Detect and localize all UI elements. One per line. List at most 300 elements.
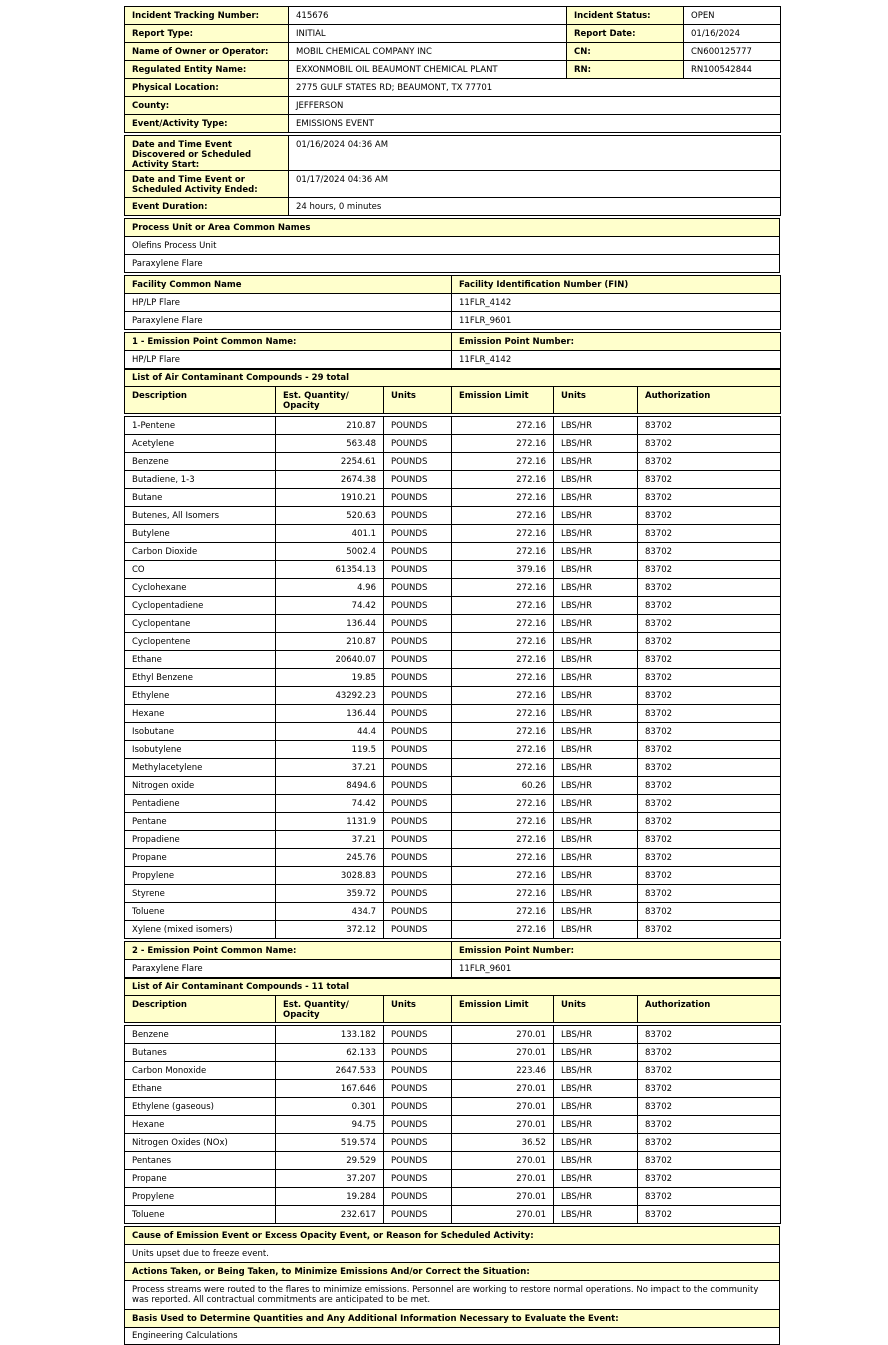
compound-authorization: 83702 — [638, 543, 781, 561]
compound-quantity: 2674.38 — [276, 471, 384, 489]
compound-authorization: 83702 — [638, 579, 781, 597]
compound-description: Isobutane — [125, 723, 276, 741]
report-date-label: Report Date: — [567, 25, 684, 43]
compound-row — [125, 777, 781, 795]
actions-label: Actions Taken, or Being Taken, to Minimize Emissions And/or Correct the Situation: — [125, 1263, 780, 1281]
compound-row — [125, 669, 781, 687]
compound-row — [125, 741, 781, 759]
compound-row — [125, 1098, 781, 1116]
col-quantity-header: Est. Quantity/ Opacity — [276, 996, 384, 1023]
incident-status-label: Incident Status: — [567, 7, 684, 25]
compound-quantity: 19.85 — [276, 669, 384, 687]
compound-description: Styrene — [125, 885, 276, 903]
emission-point-number-label: Emission Point Number: — [452, 333, 781, 351]
compound-limit-units: LBS/HR — [554, 1206, 638, 1224]
compound-description: Nitrogen Oxides (NOx) — [125, 1134, 276, 1152]
rn-label: RN: — [567, 61, 684, 79]
compound-limit-units: LBS/HR — [554, 1044, 638, 1062]
compound-row — [125, 507, 781, 525]
compound-units: POUNDS — [384, 651, 452, 669]
compound-quantity: 62.133 — [276, 1044, 384, 1062]
compound-row — [125, 489, 781, 507]
compound-authorization: 83702 — [638, 921, 781, 939]
compound-limit-units: LBS/HR — [554, 507, 638, 525]
compound-row — [125, 1026, 781, 1044]
compound-units: POUNDS — [384, 795, 452, 813]
facility-fin: 11FLR_4142 — [452, 294, 781, 312]
compound-quantity: 43292.23 — [276, 687, 384, 705]
compound-units: POUNDS — [384, 1152, 452, 1170]
compound-quantity: 232.617 — [276, 1206, 384, 1224]
compound-authorization: 83702 — [638, 597, 781, 615]
facilities-table — [124, 275, 781, 332]
compound-authorization: 83702 — [638, 1188, 781, 1206]
compound-limit-units: LBS/HR — [554, 489, 638, 507]
compound-quantity: 245.76 — [276, 849, 384, 867]
compound-row — [125, 471, 781, 489]
compound-row — [125, 543, 781, 561]
compound-units: POUNDS — [384, 867, 452, 885]
compound-limit-units: LBS/HR — [554, 867, 638, 885]
compound-description: Propylene — [125, 867, 276, 885]
compound-quantity: 29.529 — [276, 1152, 384, 1170]
compound-authorization: 83702 — [638, 1026, 781, 1044]
compound-limit-units: LBS/HR — [554, 453, 638, 471]
compound-units: POUNDS — [384, 489, 452, 507]
compound-emission-limit: 272.16 — [452, 651, 554, 669]
emission-point-number: 11FLR_9601 — [452, 960, 781, 978]
owner-label: Name of Owner or Operator: — [125, 43, 289, 61]
compound-limit-units: LBS/HR — [554, 669, 638, 687]
compound-limit-units: LBS/HR — [554, 813, 638, 831]
compound-description: Toluene — [125, 903, 276, 921]
process-unit-item: Olefins Process Unit — [125, 237, 780, 255]
compound-authorization: 83702 — [638, 849, 781, 867]
col-limit-units-header: Units — [554, 387, 638, 414]
compound-quantity: 2254.61 — [276, 453, 384, 471]
cn-value: CN600125777 — [684, 43, 781, 61]
compound-description: Ethane — [125, 651, 276, 669]
compound-row — [125, 525, 781, 543]
compound-authorization: 83702 — [638, 723, 781, 741]
compound-emission-limit: 272.16 — [452, 723, 554, 741]
compound-units: POUNDS — [384, 543, 452, 561]
compound-authorization: 83702 — [638, 615, 781, 633]
compound-units: POUNDS — [384, 1080, 452, 1098]
compound-quantity: 61354.13 — [276, 561, 384, 579]
compound-units: POUNDS — [384, 1206, 452, 1224]
compound-row — [125, 1152, 781, 1170]
compound-quantity: 210.87 — [276, 417, 384, 435]
compound-quantity: 37.21 — [276, 831, 384, 849]
col-limit-header: Emission Limit — [452, 387, 554, 414]
compound-limit-units: LBS/HR — [554, 1152, 638, 1170]
compound-emission-limit: 223.46 — [452, 1062, 554, 1080]
compound-limit-units: LBS/HR — [554, 1170, 638, 1188]
col-units-header: Units — [384, 387, 452, 414]
compound-units: POUNDS — [384, 1170, 452, 1188]
compound-emission-limit: 270.01 — [452, 1080, 554, 1098]
compound-row — [125, 705, 781, 723]
compound-limit-units: LBS/HR — [554, 921, 638, 939]
compound-units: POUNDS — [384, 849, 452, 867]
compound-emission-limit: 272.16 — [452, 759, 554, 777]
col-authorization-header: Authorization — [638, 996, 781, 1023]
compound-emission-limit: 272.16 — [452, 903, 554, 921]
event-type-value: EMISSIONS EVENT — [289, 115, 781, 133]
compound-emission-limit: 270.01 — [452, 1188, 554, 1206]
compound-limit-units: LBS/HR — [554, 759, 638, 777]
basis-value: Engineering Calculations — [125, 1328, 780, 1345]
col-description-header: Description — [125, 996, 276, 1023]
report-date-value: 01/16/2024 — [684, 25, 781, 43]
compound-units: POUNDS — [384, 615, 452, 633]
compound-description: Hexane — [125, 705, 276, 723]
compound-description: Cyclohexane — [125, 579, 276, 597]
compound-emission-limit: 272.16 — [452, 543, 554, 561]
compound-limit-units: LBS/HR — [554, 903, 638, 921]
compound-description: Carbon Monoxide — [125, 1062, 276, 1080]
compound-limit-units: LBS/HR — [554, 525, 638, 543]
compound-limit-units: LBS/HR — [554, 777, 638, 795]
compound-row — [125, 453, 781, 471]
compound-quantity: 37.21 — [276, 759, 384, 777]
compound-authorization: 83702 — [638, 795, 781, 813]
incident-status-value: OPEN — [684, 7, 781, 25]
report-type-value: INITIAL — [289, 25, 567, 43]
compound-limit-units: LBS/HR — [554, 417, 638, 435]
compound-emission-limit: 272.16 — [452, 795, 554, 813]
compound-units: POUNDS — [384, 669, 452, 687]
compound-row — [125, 1206, 781, 1224]
compound-authorization: 83702 — [638, 471, 781, 489]
compound-emission-limit: 272.16 — [452, 633, 554, 651]
compound-emission-limit: 272.16 — [452, 831, 554, 849]
compound-row — [125, 1062, 781, 1080]
compound-units: POUNDS — [384, 435, 452, 453]
compound-emission-limit: 272.16 — [452, 705, 554, 723]
compound-description: Cyclopentane — [125, 615, 276, 633]
compound-units: POUNDS — [384, 1098, 452, 1116]
compound-authorization: 83702 — [638, 453, 781, 471]
compound-units: POUNDS — [384, 813, 452, 831]
compound-emission-limit: 270.01 — [452, 1116, 554, 1134]
compound-limit-units: LBS/HR — [554, 1134, 638, 1152]
compound-limit-units: LBS/HR — [554, 1062, 638, 1080]
compound-quantity: 2647.533 — [276, 1062, 384, 1080]
compound-quantity: 3028.83 — [276, 867, 384, 885]
compound-quantity: 133.182 — [276, 1026, 384, 1044]
compound-emission-limit: 272.16 — [452, 453, 554, 471]
physical-location-label: Physical Location: — [125, 79, 289, 97]
compound-authorization: 83702 — [638, 813, 781, 831]
compound-authorization: 83702 — [638, 417, 781, 435]
compound-units: POUNDS — [384, 1188, 452, 1206]
compound-authorization: 83702 — [638, 507, 781, 525]
compound-emission-limit: 272.16 — [452, 417, 554, 435]
compound-row — [125, 615, 781, 633]
compounds-list-title: List of Air Contaminant Compounds - 29 total — [125, 370, 781, 387]
compound-authorization: 83702 — [638, 669, 781, 687]
compound-quantity: 20640.07 — [276, 651, 384, 669]
compound-row — [125, 759, 781, 777]
compound-emission-limit: 272.16 — [452, 849, 554, 867]
compound-units: POUNDS — [384, 579, 452, 597]
compound-units: POUNDS — [384, 471, 452, 489]
compound-description: Propadiene — [125, 831, 276, 849]
compound-description: Pentanes — [125, 1152, 276, 1170]
compound-row — [125, 921, 781, 939]
compound-quantity: 167.646 — [276, 1080, 384, 1098]
compound-description: Acetylene — [125, 435, 276, 453]
compound-units: POUNDS — [384, 759, 452, 777]
emission-point-name-label: 2 - Emission Point Common Name: — [125, 942, 452, 960]
regulated-entity-label: Regulated Entity Name: — [125, 61, 289, 79]
compound-description: Butane — [125, 489, 276, 507]
compound-units: POUNDS — [384, 1062, 452, 1080]
compound-quantity: 401.1 — [276, 525, 384, 543]
compound-quantity: 210.87 — [276, 633, 384, 651]
compound-limit-units: LBS/HR — [554, 435, 638, 453]
regulated-entity-value: EXXONMOBIL OIL BEAUMONT CHEMICAL PLANT — [289, 61, 567, 79]
compound-description: Butenes, All Isomers — [125, 507, 276, 525]
compound-quantity: 372.12 — [276, 921, 384, 939]
event-end-value: 01/17/2024 04:36 AM — [289, 171, 781, 198]
col-units-header: Units — [384, 996, 452, 1023]
compound-limit-units: LBS/HR — [554, 741, 638, 759]
compounds-table-1 — [124, 369, 781, 939]
emission-point-2-header — [124, 941, 781, 978]
compound-emission-limit: 270.01 — [452, 1026, 554, 1044]
compound-description: Pentane — [125, 813, 276, 831]
compound-row — [125, 831, 781, 849]
compound-authorization: 83702 — [638, 1206, 781, 1224]
compound-row — [125, 417, 781, 435]
compound-units: POUNDS — [384, 1134, 452, 1152]
county-value: JEFFERSON — [289, 97, 781, 115]
compound-units: POUNDS — [384, 597, 452, 615]
compound-authorization: 83702 — [638, 705, 781, 723]
compound-units: POUNDS — [384, 561, 452, 579]
compound-limit-units: LBS/HR — [554, 831, 638, 849]
compound-description: Cyclopentene — [125, 633, 276, 651]
compound-description: Methylacetylene — [125, 759, 276, 777]
compound-quantity: 44.4 — [276, 723, 384, 741]
emission-point-name-label: 1 - Emission Point Common Name: — [125, 333, 452, 351]
tracking-number-label: Incident Tracking Number: — [125, 7, 289, 25]
compound-units: POUNDS — [384, 1044, 452, 1062]
compound-authorization: 83702 — [638, 885, 781, 903]
compound-authorization: 83702 — [638, 759, 781, 777]
compound-authorization: 83702 — [638, 777, 781, 795]
compound-units: POUNDS — [384, 507, 452, 525]
compound-description: Pentadiene — [125, 795, 276, 813]
compound-description: CO — [125, 561, 276, 579]
compound-limit-units: LBS/HR — [554, 849, 638, 867]
process-units-title: Process Unit or Area Common Names — [125, 219, 780, 237]
cause-value: Units upset due to freeze event. — [125, 1245, 780, 1263]
compound-quantity: 1910.21 — [276, 489, 384, 507]
process-unit-item: Paraxylene Flare — [125, 255, 780, 273]
compound-description: Benzene — [125, 453, 276, 471]
compounds-list-title: List of Air Contaminant Compounds - 11 total — [125, 979, 781, 996]
compound-emission-limit: 270.01 — [452, 1206, 554, 1224]
compound-quantity: 5002.4 — [276, 543, 384, 561]
compound-row — [125, 867, 781, 885]
county-label: County: — [125, 97, 289, 115]
report-type-label: Report Type: — [125, 25, 289, 43]
compound-authorization: 83702 — [638, 1134, 781, 1152]
compound-description: Propylene — [125, 1188, 276, 1206]
compound-authorization: 83702 — [638, 1116, 781, 1134]
compound-limit-units: LBS/HR — [554, 561, 638, 579]
compound-quantity: 520.63 — [276, 507, 384, 525]
event-end-label: Date and Time Event or Scheduled Activity Ended: — [125, 171, 289, 198]
compound-authorization: 83702 — [638, 1098, 781, 1116]
compound-emission-limit: 270.01 — [452, 1098, 554, 1116]
compound-limit-units: LBS/HR — [554, 1080, 638, 1098]
compound-quantity: 94.75 — [276, 1116, 384, 1134]
compound-limit-units: LBS/HR — [554, 471, 638, 489]
compounds-body — [125, 1026, 781, 1224]
compound-description: Propane — [125, 849, 276, 867]
compound-emission-limit: 272.16 — [452, 669, 554, 687]
compound-row — [125, 723, 781, 741]
compound-row — [125, 651, 781, 669]
compound-quantity: 434.7 — [276, 903, 384, 921]
compound-units: POUNDS — [384, 1116, 452, 1134]
compound-row — [125, 1080, 781, 1098]
compound-emission-limit: 272.16 — [452, 471, 554, 489]
emission-point-name: Paraxylene Flare — [125, 960, 452, 978]
compound-emission-limit: 270.01 — [452, 1044, 554, 1062]
compound-quantity: 1131.9 — [276, 813, 384, 831]
compound-description: Ethylene (gaseous) — [125, 1098, 276, 1116]
compound-description: Carbon Dioxide — [125, 543, 276, 561]
compound-limit-units: LBS/HR — [554, 1188, 638, 1206]
compound-emission-limit: 270.01 — [452, 1152, 554, 1170]
compound-emission-limit: 272.16 — [452, 867, 554, 885]
compound-row — [125, 597, 781, 615]
process-units-table — [124, 218, 780, 275]
compound-emission-limit: 272.16 — [452, 507, 554, 525]
compound-units: POUNDS — [384, 687, 452, 705]
compound-authorization: 83702 — [638, 741, 781, 759]
tracking-number-value: 415676 — [289, 7, 567, 25]
narrative-table — [124, 1226, 780, 1345]
col-authorization-header: Authorization — [638, 387, 781, 414]
incident-header-table — [124, 6, 781, 218]
compound-row — [125, 1188, 781, 1206]
compound-emission-limit: 60.26 — [452, 777, 554, 795]
event-start-value: 01/16/2024 04:36 AM — [289, 136, 781, 171]
compound-row — [125, 1134, 781, 1152]
compound-authorization: 83702 — [638, 1062, 781, 1080]
compound-description: Xylene (mixed isomers) — [125, 921, 276, 939]
emission-point-1-header — [124, 332, 781, 369]
compound-row — [125, 435, 781, 453]
compound-authorization: 83702 — [638, 1044, 781, 1062]
compound-row — [125, 903, 781, 921]
compounds-body — [125, 417, 781, 939]
compound-limit-units: LBS/HR — [554, 705, 638, 723]
compound-quantity: 37.207 — [276, 1170, 384, 1188]
compound-units: POUNDS — [384, 885, 452, 903]
compound-quantity: 519.574 — [276, 1134, 384, 1152]
compound-authorization: 83702 — [638, 633, 781, 651]
compound-authorization: 83702 — [638, 435, 781, 453]
compound-row — [125, 561, 781, 579]
compound-description: Butylene — [125, 525, 276, 543]
compound-limit-units: LBS/HR — [554, 1026, 638, 1044]
col-description-header: Description — [125, 387, 276, 414]
compound-units: POUNDS — [384, 453, 452, 471]
compound-description: 1-Pentene — [125, 417, 276, 435]
compound-units: POUNDS — [384, 705, 452, 723]
compound-emission-limit: 270.01 — [452, 1170, 554, 1188]
compound-quantity: 136.44 — [276, 705, 384, 723]
event-duration-value: 24 hours, 0 minutes — [289, 198, 781, 216]
facility-name-header: Facility Common Name — [125, 276, 452, 294]
compound-authorization: 83702 — [638, 831, 781, 849]
compound-units: POUNDS — [384, 921, 452, 939]
col-quantity-header: Est. Quantity/ Opacity — [276, 387, 384, 414]
compound-limit-units: LBS/HR — [554, 633, 638, 651]
compound-row — [125, 885, 781, 903]
compound-description: Cyclopentadiene — [125, 597, 276, 615]
compound-description: Ethyl Benzene — [125, 669, 276, 687]
cn-label: CN: — [567, 43, 684, 61]
compound-description: Butadiene, 1-3 — [125, 471, 276, 489]
compound-row — [125, 813, 781, 831]
compound-authorization: 83702 — [638, 651, 781, 669]
compound-units: POUNDS — [384, 633, 452, 651]
compound-limit-units: LBS/HR — [554, 543, 638, 561]
rn-value: RN100542844 — [684, 61, 781, 79]
owner-value: MOBIL CHEMICAL COMPANY INC — [289, 43, 567, 61]
compound-emission-limit: 272.16 — [452, 615, 554, 633]
compound-authorization: 83702 — [638, 489, 781, 507]
compound-limit-units: LBS/HR — [554, 723, 638, 741]
compound-quantity: 359.72 — [276, 885, 384, 903]
compound-quantity: 119.5 — [276, 741, 384, 759]
compound-authorization: 83702 — [638, 1152, 781, 1170]
compound-description: Propane — [125, 1170, 276, 1188]
compound-emission-limit: 36.52 — [452, 1134, 554, 1152]
compound-row — [125, 1116, 781, 1134]
compound-description: Hexane — [125, 1116, 276, 1134]
compound-authorization: 83702 — [638, 1080, 781, 1098]
facility-name: HP/LP Flare — [125, 294, 452, 312]
compound-row — [125, 633, 781, 651]
facility-fin: 11FLR_9601 — [452, 312, 781, 330]
compound-row — [125, 1170, 781, 1188]
compound-authorization: 83702 — [638, 687, 781, 705]
compound-description: Benzene — [125, 1026, 276, 1044]
compound-units: POUNDS — [384, 831, 452, 849]
actions-value: Process streams were routed to the flares to minimize emissions. Personnel are working to restore normal operations. No impact to the community was reported. All contractual commitments are anticipated to be met. — [125, 1281, 780, 1310]
compound-units: POUNDS — [384, 741, 452, 759]
compound-description: Nitrogen oxide — [125, 777, 276, 795]
cause-label: Cause of Emission Event or Excess Opacity Event, or Reason for Scheduled Activity: — [125, 1227, 780, 1245]
compound-description: Toluene — [125, 1206, 276, 1224]
compound-quantity: 74.42 — [276, 597, 384, 615]
compound-units: POUNDS — [384, 723, 452, 741]
compound-limit-units: LBS/HR — [554, 885, 638, 903]
compound-quantity: 0.301 — [276, 1098, 384, 1116]
compound-units: POUNDS — [384, 1026, 452, 1044]
event-type-label: Event/Activity Type: — [125, 115, 289, 133]
